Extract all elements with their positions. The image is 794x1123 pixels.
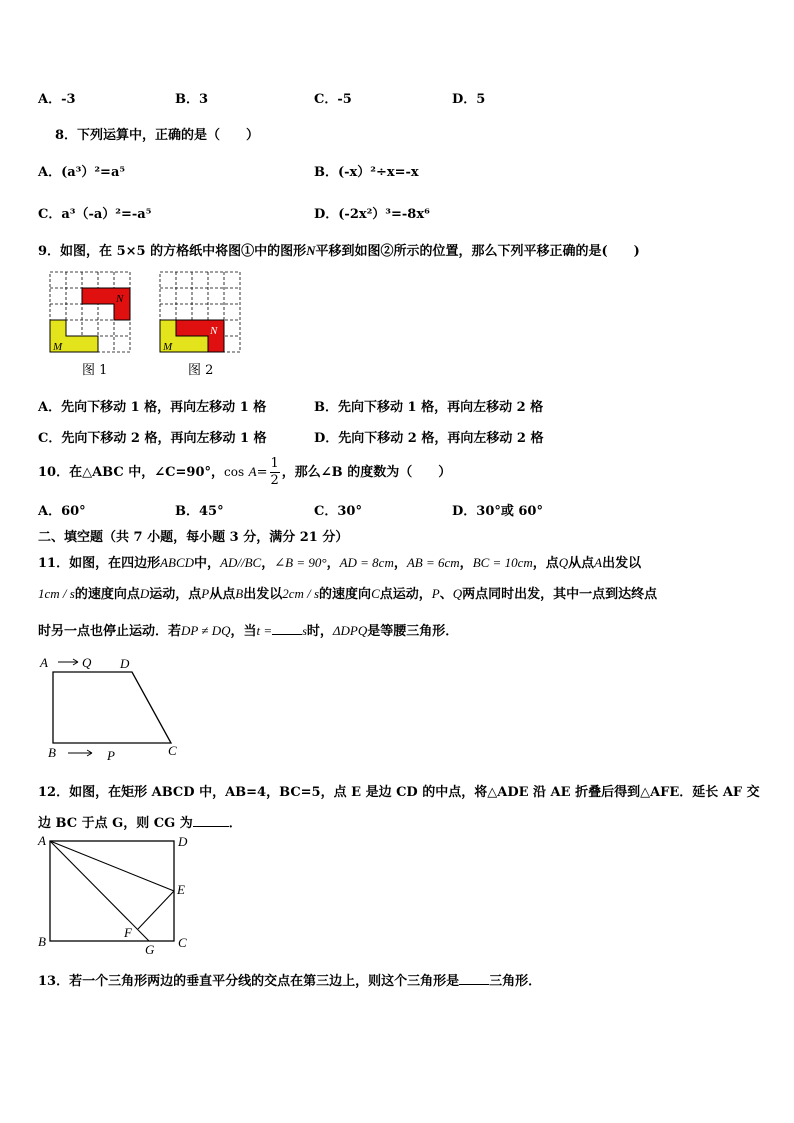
label-b: B [48, 745, 56, 760]
q12-line1: 12．如图，在矩形 ABCD 中，AB=4，BC=5，点 E 是边 CD 的中点，将△ADE 沿 AE 折叠后得到△AFE．延长 AF 交 [38, 785, 760, 800]
q9-stem: 9．如图，在 5×5 的方格纸中将图①中的图形N平移到如图②所示的位置，那么下列平移正确的是( ) [38, 243, 640, 259]
q9-option-d: D．先向下移动 2 格，再向左移动 2 格 [314, 431, 544, 446]
q7-option-c: C．-5 [314, 92, 352, 107]
label-a: A [40, 655, 48, 670]
q8-option-b: B．(-x）²÷x=-x [314, 165, 419, 180]
label-f: F [124, 925, 132, 940]
q9-option-c: C．先向下移动 2 格，再向左移动 1 格 [38, 431, 267, 446]
q8-option-d: D．(-2x²）³=-8x⁶ [314, 207, 430, 222]
label-d: D [178, 834, 188, 849]
label-g: G [145, 942, 155, 957]
q7-option-a: A．-3 [38, 92, 76, 107]
label-p: P [107, 748, 115, 763]
label-m-fig2: M [163, 341, 173, 353]
q8-option-a: A．(a³）²=a⁵ [38, 165, 126, 180]
q10-stem: 10．在△ABC 中，∠C=90°，cos A= $\frac{1}{2}$ ，那么∠B 的度数为（ ） [38, 456, 452, 488]
label-n-fig1: N [116, 293, 124, 305]
label-c: C [178, 935, 187, 950]
label-d: D [120, 656, 130, 671]
q11-line2: 1cm / s的速度向点D运动，点P从点B出发以2cm / s的速度向C点运动，P、Q两点同时出发，其中一点到达终点 [38, 586, 658, 602]
figure2-caption: 图 2 [188, 363, 214, 378]
label-m-fig1: M [53, 341, 63, 353]
label-a: A [38, 833, 46, 848]
label-b: B [38, 934, 46, 949]
figure1-caption: 图 1 [82, 363, 108, 378]
q9-option-a: A．先向下移动 1 格，再向左移动 1 格 [38, 400, 267, 415]
q10-option-d: D．30°或 60° [452, 504, 543, 519]
q11-figure [36, 652, 186, 764]
label-n-fig2: N [210, 325, 218, 337]
q10-option-a: A．60° [38, 504, 86, 519]
q9-option-b: B．先向下移动 1 格，再向左移动 2 格 [314, 400, 544, 415]
q13-text: 13．若一个三角形两边的垂直平分线的交点在第三边上，则这个三角形是 三角形． [38, 974, 542, 989]
q7-option-b: B．3 [175, 92, 209, 107]
fraction-one-half: $\frac{1}{2}$ [270, 456, 279, 488]
q7-option-d: D．5 [452, 92, 486, 107]
q12-figure [34, 832, 198, 958]
q9-figures [48, 270, 248, 382]
label-e: E [177, 882, 185, 897]
q10-option-b: B．45° [175, 504, 224, 519]
q11-line1: 11．如图，在四边形ABCD中，AD//BC，∠B = 90°，AD = 8cm，AB = 6cm，BC = 10cm，点Q从点A出发以 [38, 555, 642, 571]
label-q: Q [82, 655, 92, 670]
label-c: C [168, 743, 177, 758]
q8-option-c: C．a³（-a）²=-a⁵ [38, 207, 152, 222]
section-heading: 二、填空题（共 7 小题，每小题 3 分，满分 21 分） [38, 530, 349, 545]
q10-option-c: C．30° [314, 504, 362, 519]
q11-line3: 时另一点也停止运动．若DP ≠ DQ，当t = s时，ΔDPQ是等腰三角形． [38, 623, 459, 639]
q8-stem: 8．下列运算中，正确的是（ ） [55, 128, 260, 143]
q12-line2: 边 BC 于点 G，则 CG 为 ． [38, 816, 242, 831]
